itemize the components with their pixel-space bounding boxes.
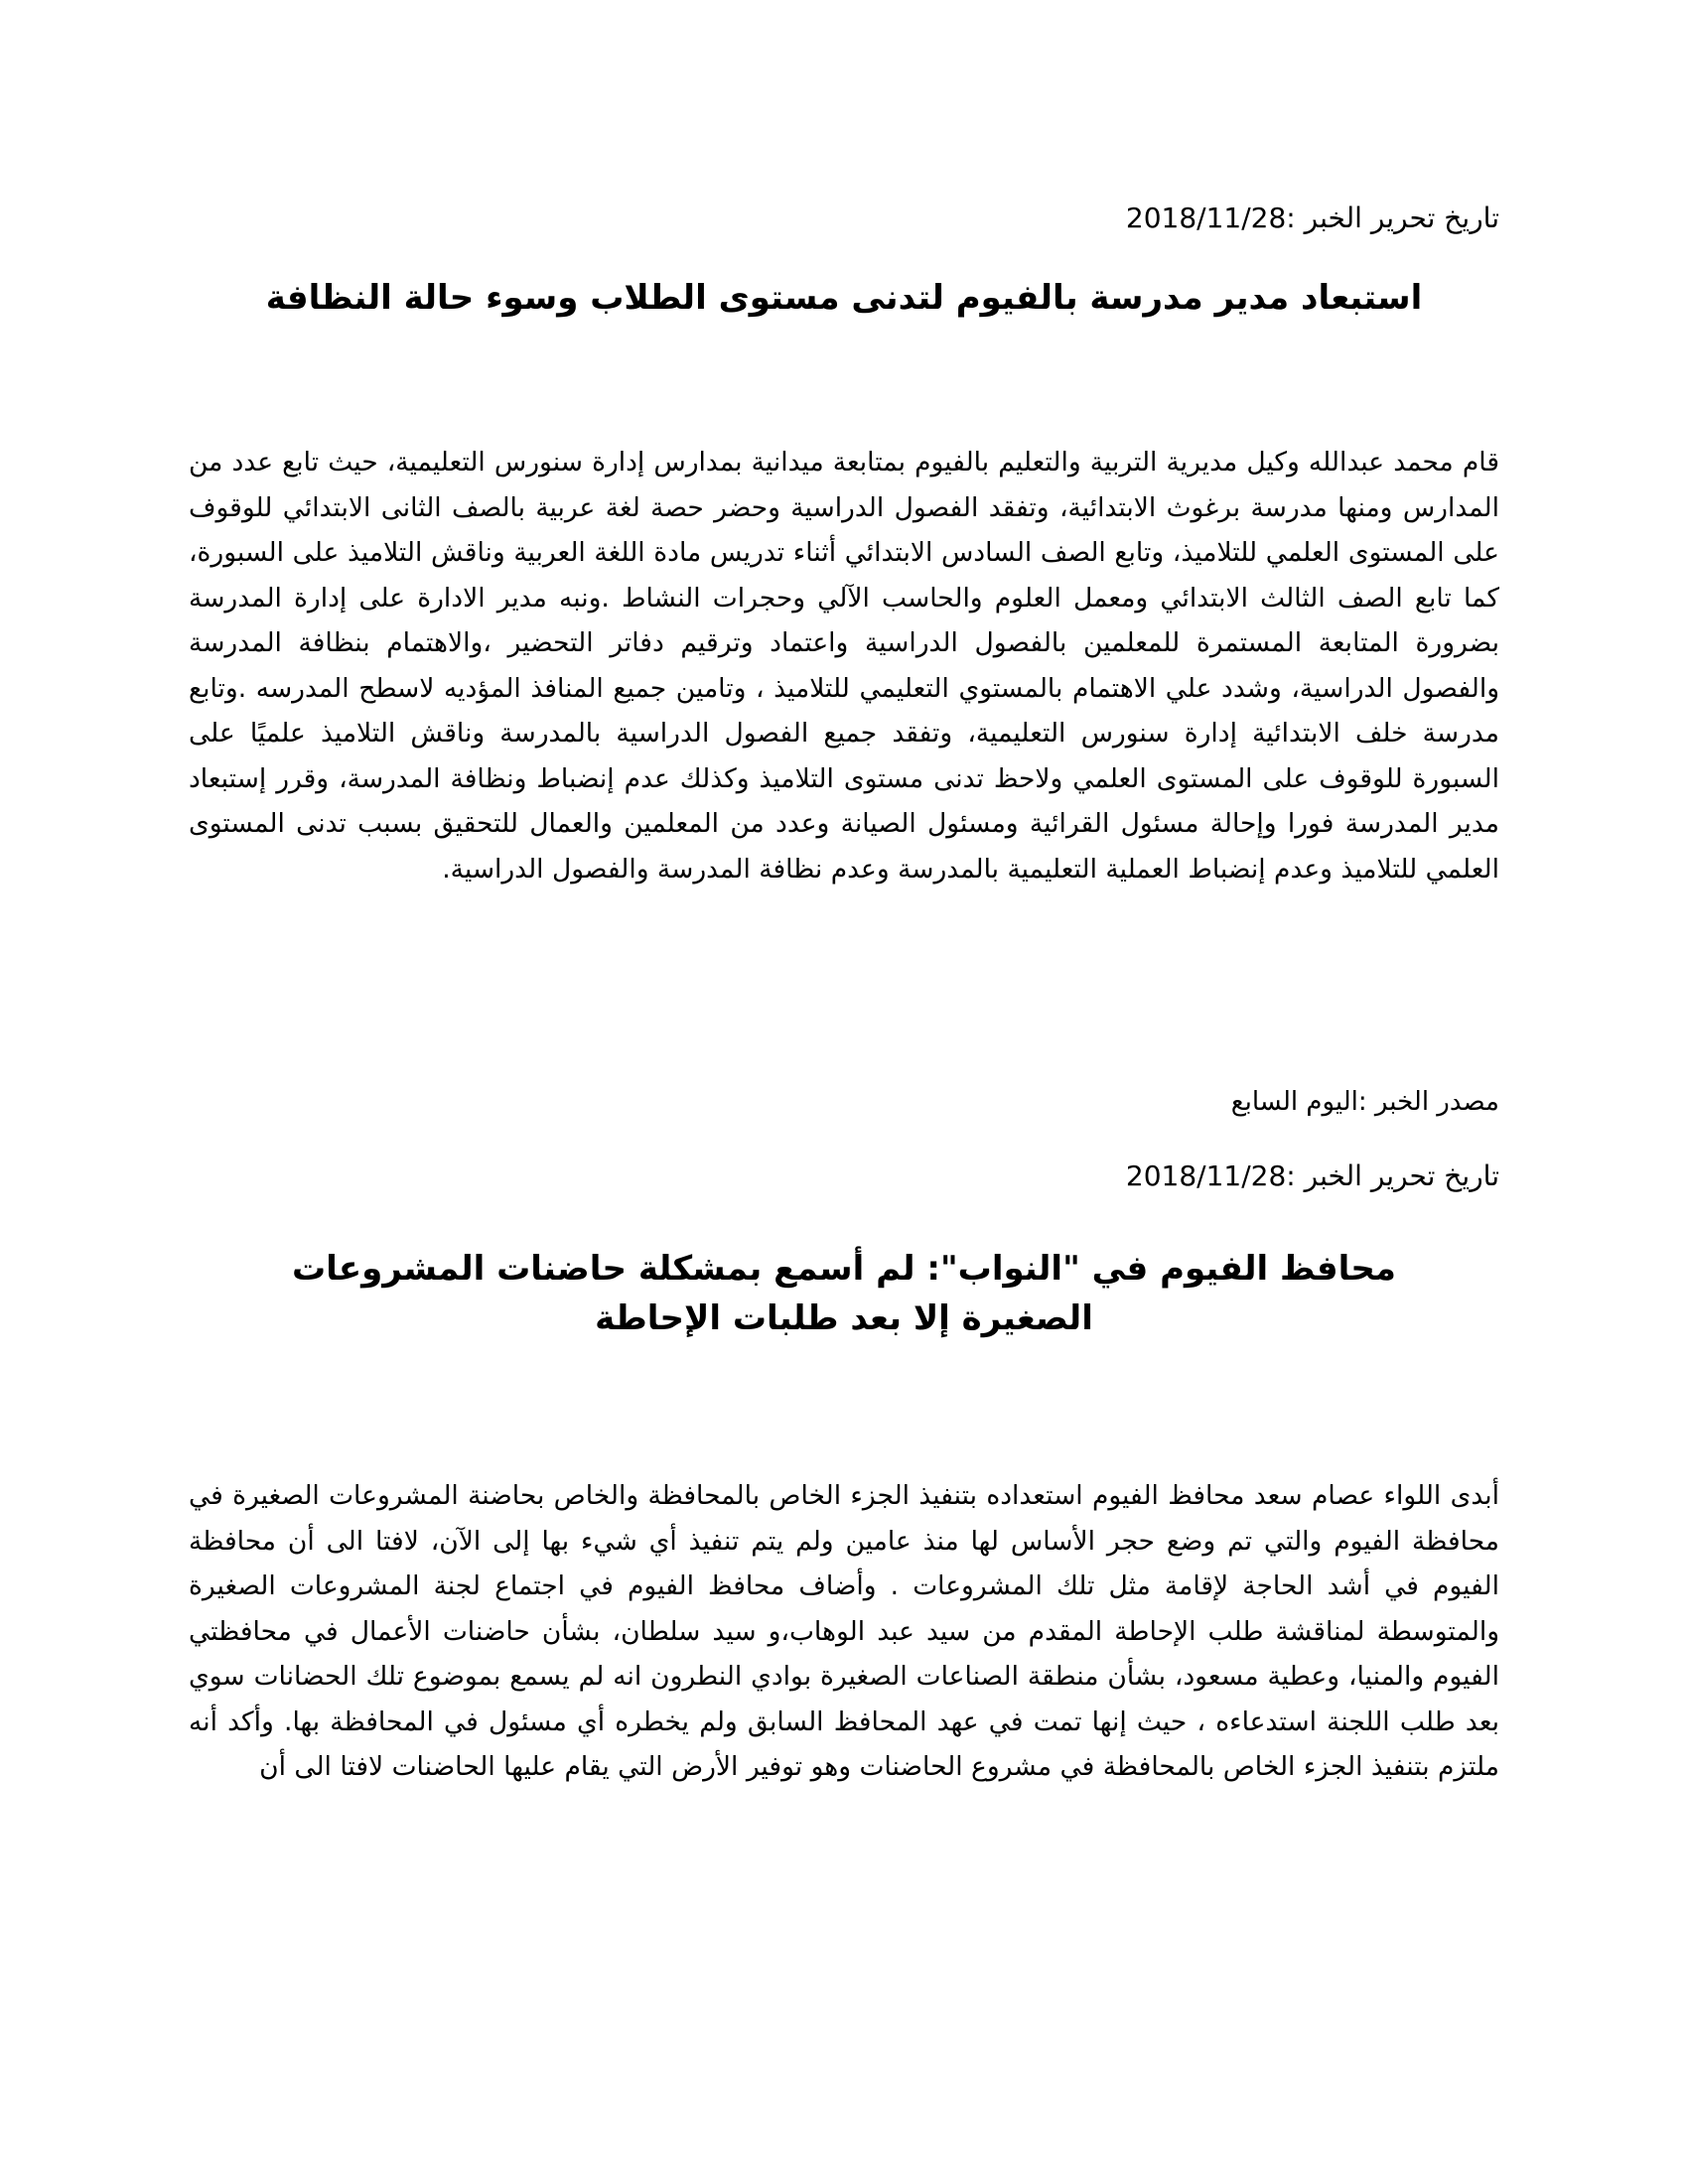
article1-source-line: مصدر الخبر :اليوم السابع [1230, 1087, 1499, 1117]
article2-title: محافظ الفيوم في "النواب": لم أسمع بمشكلة حاضنات المشروعات الصغيرة إلا بعد طلبات الإحاطة [292, 1249, 1396, 1338]
article1-date-line: تاريخ تحرير الخبر :2018/11/28 [1125, 202, 1499, 234]
article2-date-line: تاريخ تحرير الخبر :2018/11/28 [1125, 1160, 1499, 1192]
article1-title: استبعاد مدير مدرسة بالفيوم لتدنى مستوى الطلاب وسوء حالة النظافة [265, 278, 1423, 318]
article1-body: قام محمد عبدالله وكيل مديرية التربية والتعليم بالفيوم بمتابعة ميدانية بمدارس إدارة سنورس التعليمية، حيث تابع عدد من المدارس ومنها مدرسة برغوث الابتدائية، وتفقد الفصول الدراسية وحضر حصة لغة عربية بالصف الثانى الابتدائي للوقوف على المستوى العلمي للتلاميذ، وتابع الصف السادس الابتدائي أثناء تدريس مادة اللغة العربية وناقش التلاميذ على السبورة، كما تابع الصف الثالث الابتدائي ومعمل العلوم والحاسب الآلي وحجرات النشاط .ونبه مدير الادارة على إدارة المدرسة بضرورة المتابعة المستمرة للمعلمين بالفصول الدراسية واعتماد وترقيم دفاتر التحضير ،والاهتمام بنظافة المدرسة والفصول الدراسية، وشدد علي الاهتمام بالمستوي التعليمي للتلاميذ ، وتامين جميع المنافذ المؤديه لاسطح المدرسه .وتابع مدرسة خلف الابتدائية إدارة سنورس التعليمية، وتفقد جميع الفصول الدراسية بالمدرسة وناقش التلاميذ علميًا على السبورة للوقوف على المستوى العلمي ولاحظ تدنى مستوى التلاميذ وكذلك عدم إنضباط ونظافة المدرسة، وقرر إستبعاد مدير المدرسة فورا وإحالة مسئول القرائية ومسئول الصيانة وعدد من المعلمين والعمال للتحقيق بسبب تدنى المستوى العلمي للتلاميذ وعدم إنضباط العملية التعليمية بالمدرسة وعدم نظافة المدرسة والفصول الدراسية. [189, 447, 1499, 885]
article2-body: أبدى اللواء عصام سعد محافظ الفيوم استعداده بتنفيذ الجزء الخاص بالمحافظة والخاص بحاضنة المشروعات الصغيرة في محافظة الفيوم والتي تم وضع حجر الأساس لها منذ عامين ولم يتم تنفيذ أي شيء بها إلى الآن، لافتا الى أن محافظة الفيوم في أشد الحاجة لإقامة مثل تلك المشروعات . وأضاف محافظ الفيوم في اجتماع لجنة المشروعات الصغيرة والمتوسطة لمناقشة طلب الإحاطة المقدم من سيد عبد الوهاب،و سيد سلطان، بشأن حاضنات الأعمال في محافظتي الفيوم والمنيا، وعطية مسعود، بشأن منطقة الصناعات الصغيرة بوادي النطرون انه لم يسمع بموضوع تلك الحضانات سوي بعد طلب اللجنة استدعاءه ، حيث إنها تمت في عهد المحافظ السابق ولم يخطره أي مسئول في المحافظة بها. وأكد أنه ملتزم بتنفيذ الجزء الخاص بالمحافظة في مشروع الحاضنات وهو توفير الأرض التي يقام عليها الحاضنات لافتا الى أن [189, 1480, 1499, 1782]
